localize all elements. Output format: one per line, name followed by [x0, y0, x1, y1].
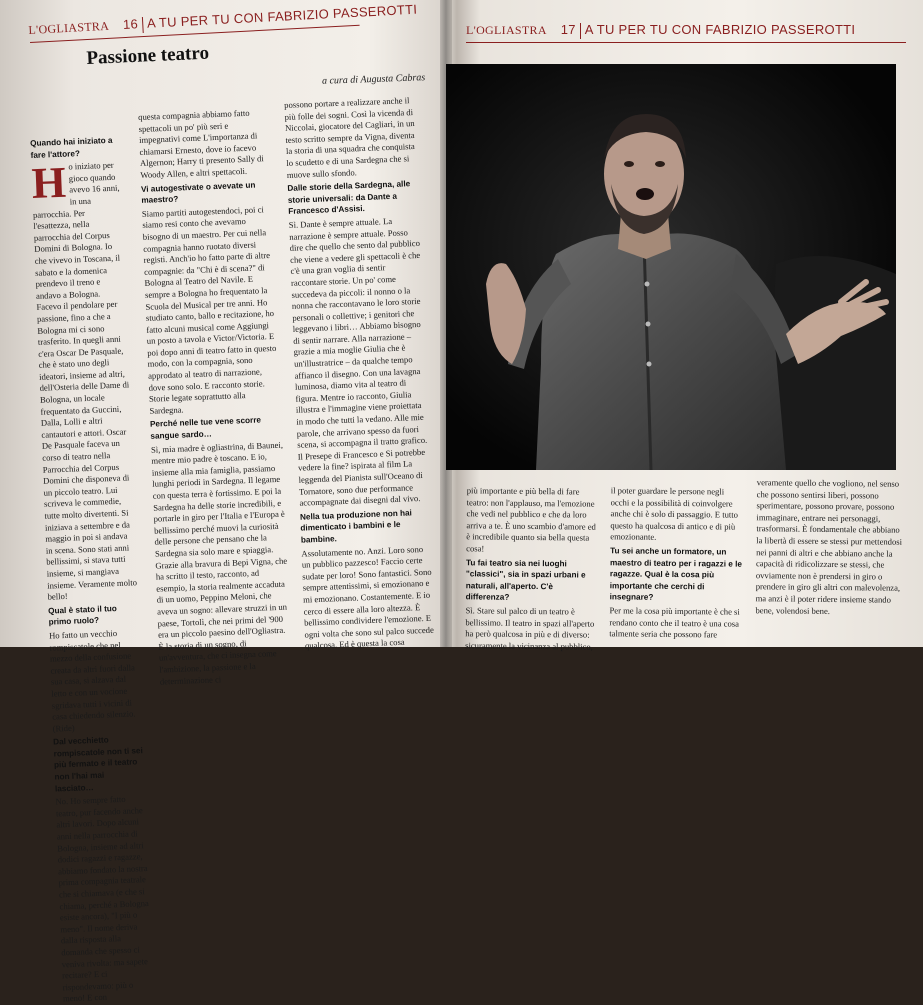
question: Dal vecchietto rompiscatole non ti sei più fermato e il teatro non l'hai mai lasciato…: [53, 735, 143, 794]
answer: Ho fatto un vecchio rompiscatole che nel mezzo della confusione creata da altri fuori dalla sua casa, si alzava dal letto e con un vocione sgridava tutti i vicini di casa chiedendo silenzio. (Ride): [48, 627, 136, 734]
answer: Sì, mia madre è ogliastrina, di Baunei, mentre mio padre è toscano. E io, insieme alla mia famiglia, passiamo lunghi periodi in Sardegna. Il legame con questa terra è fortissimo. E poi la Sardegna ha delle storie incredibili, e portarle in giro per l'Italia e l'Europa è bellissimo perché muovi la curiosità delle persone che pensano che la Sardegna sia solo mare e spiaggia. Grazie alla bravura di Bepi Vigna, che ha scritto il testo, racconto, ad esempio, la storia realmente accaduta di un uomo, Peppino Meloni, che aveva un sogno: allevare struzzi in un paese, Tortolì, che nei primi del '900 era un piccolo paesino dell'Ogliastra. È la storia di un sogno, di un'avventura, che ci insegna come l'ambizione, la passione e la determinazione ci: [150, 439, 288, 687]
answer: Sì. Stare sul palco di un teatro è bellissimo. Il teatro in spazi all'aperto ha però qualcosa in più e di diverso: sicuramente la vicinanza al pubblico,: [465, 605, 595, 652]
performer-photo-illustration: [446, 64, 896, 470]
page-number: 16: [122, 16, 139, 33]
section-label: A TU PER TU CON: [584, 22, 706, 37]
right-column-1: [465, 485, 599, 652]
performer-photo: [446, 64, 896, 470]
right-column-3: [755, 477, 907, 647]
page-number: 17: [560, 22, 576, 37]
left-column-2: [138, 107, 290, 687]
magazine-name: L'OGLIASTRA: [466, 23, 547, 37]
left-page-header: [28, 2, 418, 39]
question: Vi autogestivate o avevate un maestro?: [140, 180, 256, 206]
right-column-2: [609, 485, 745, 646]
answer: o iniziato per gioco quando avevo 16 anni, in una parrocchia. Per l'esattezza, nella parrocchia del Corpus Domini di Bologna. Io che vivevo in Toscana, il sabato e la domenica prendevo il treno e andavo a Bologna. Facevo il pendolare per passione, fino a che a Bologna mi ci sono trasferito. In quegli anni c'era Oscar De Pasquale, che è stato uno degli ideatori, insieme ad altri, dell'Osteria delle Dame di Bologna, un locale frequentato da Guccini, Dalla, Lolli e altri cantautori e attori. Oscar De Pasquale faceva un corso di teatro nella Parrocchia del Corpus Domini che disponeva di un piccolo teatro. Lui scriveva le commedie, tutte molto divertenti. Si iniziava a settembre e da maggio in poi si andava in scena. Sono stati anni bellissimi, si stava tutti insieme, si mangiava insieme. Veramente molto bello!: [32, 159, 138, 602]
article-credit: a cura di Augusta Cabras: [321, 72, 426, 87]
right-page-header: [466, 22, 855, 39]
drop-cap: H: [30, 157, 67, 209]
left-column-3: [284, 95, 437, 651]
person-name: FABRIZIO PASSEROTTI: [705, 22, 856, 37]
section-label: A TU PER TU CON: [146, 9, 268, 31]
header-divider: [142, 17, 144, 33]
answer: possono portare a realizzare anche il più folle dei sogni. Così la vicenda di Niccolai, giocatore del Cagliari, in un testo scritto sempre da Vigna, diventa la storia di una squadra che conquista lo scudetto e di una Sardegna che si muove sullo sfondo.: [284, 95, 415, 180]
answer: più importante e più bella di fare teatro: non l'applauso, ma l'emozione che vedi nel pubblico e che da loro arriva a te. È uno scambio d'amore ed è incredibile quanto sia bella questa cosa!: [466, 485, 596, 554]
magazine-name: L'OGLIASTRA: [28, 18, 110, 37]
question: Perché nelle tue vene scorre sangue sardo…: [149, 415, 262, 441]
answer: veramente quello che vogliono, nel senso che possono sentirsi liberi, possono sperimentare, possono provare, possono immaginare, entrare nei personaggi, trasformarsi. È fondamentale che abbiano la libertà di essere se stessi pur mettendosi nei panni di altri e che abbiano anche la capacità di ridicolizzare se stessi, che ovviamente non è prendersi in giro o prendere in giro gli altri con malevolenza, ma anzi è il poter ridere insieme stando bene, volendosi bene.: [755, 477, 903, 616]
question: Tu sei anche un formatore, un maestro di teatro per i ragazzi e le ragazze. Qual è la cosa più importante che cerchi di insegnare?: [609, 546, 743, 603]
answer: Sì. Dante è sempre attuale. La narrazione è sempre attuale. Posso dire che quello che sento dal pubblico che viene a vedere gli spettacoli è che c'è una gran voglia di sentir raccontare storie. Un po' come succedeva da piccoli: il nonno o la nonna che raccontavano le loro storie personali o collettive; i genitori che leggevano i libri… Abbiamo bisogno di sentir narrare. Alla narrazione – grazie a mia moglie Giulia che è un'illustratrice – da qualche tempo affianco il disegno. Con una lavagna luminosa, diamo vita al teatro di figura. Mentre io racconto, Giulia illustra e l'immagine viene proiettata in modo che tutti la vedano. Alle mie parole, che arrivano spesso da fuori scena, si accompagna il tratto grafico. Il Presepe di Francesco e Si potrebbe vedere la fine? ispirata al film La leggenda del Pianista sull'Oceano di Tornatore, sono due performance accompagnate dai disegni dal vivo.: [288, 215, 428, 508]
left-page: [0, 0, 450, 1004]
question: Dalle storie della Sardegna, alle storie universali: da Dante a Francesco d'Assisi.: [287, 179, 411, 217]
question: Tu fai teatro sia nei luoghi "classici", sia in spazi urbani e naturali, all'aperto. C'è differenza?: [465, 557, 586, 603]
left-column-1: [30, 135, 149, 1004]
question: Quando hai iniziato a fare l'attore?: [30, 135, 113, 160]
article-title: Passione teatro: [86, 42, 210, 69]
answer: Assolutamente no. Anzi. Loro sono un pubblico pazzesco! Faccio certe sudate per loro! Sono fantastici. Sono sempre attentissimi, si emozionano e mi emozionano. Costantemente. E io cerco di essere alla loro altezza. È bellissimo condividere l'emozione. E ogni volta che sono sul palco succede qualcosa. Ed è questa la cosa: [301, 543, 434, 651]
header-divider: [580, 23, 581, 39]
header-rule: [466, 42, 906, 43]
answer: il poter guardare le persone negli occhi e la possibilità di coinvolgere anche chi è solo di passaggio. E tutto questo ha qualcosa di antico e di più emozionante.: [610, 485, 739, 543]
answer: questa compagnia abbiamo fatto spettacoli un po' più seri e impegnativi come L'importanza di chiamarsi Ernesto, dove io facevo Algernon; Harry ti presento Sally di Woody Allen, e altri spettacoli.: [138, 107, 264, 180]
person-name: FABRIZIO PASSEROTTI: [267, 1, 418, 25]
answer: Siamo partiti autogestendoci, poi ci siamo resi conto che avevamo bisogno di un maestro. Per cui nella compagnia hanno ruotato diversi registi. Anch'io ho fatto parte di altre compagnie: da "Chi è di scena?" di Bologna al Teatro del Navile. E sempre a Bologna ho frequentato la Scuola del Musical per tre anni. Ho studiato canto, ballo e recitazione, ho fatto alcuni musical come Aggiungi un posto a tavola e Victor/Victoria. E poi dopo anni di teatro fatto in questo modo, con la compagnia, sono approdato al teatro di narrazione, dove sono solo. E racconto storie. Storie legate soprattutto alla Sardegna.: [141, 203, 277, 416]
question: Nella tua produzione non hai dimenticato i bambini e le bambine.: [299, 508, 413, 545]
answer: No. Ho sempre fatto teatro, pur facendo anche altri lavori. Dopo alcuni anni nella parrocchia di Bologna, insieme ad altri dodici ragazzi e ragazze, abbiamo fondato la nostra prima compagnia teatrale che si chiamava (e che si chiama, perché a Bologna esiste ancora), "I più o meno". Il nome deriva dalla risposta alla domanda che spesso ci veniva rivolta: ma sapete recitare? E ci rispondevamo: più o meno! E con: [55, 794, 149, 1004]
question: Qual è stato il tuo primo ruolo?: [47, 603, 117, 627]
answer: Per me la cosa più importante è che si rendano conto che il teatro è una cosa talmente seria che possono fare: [609, 605, 740, 640]
